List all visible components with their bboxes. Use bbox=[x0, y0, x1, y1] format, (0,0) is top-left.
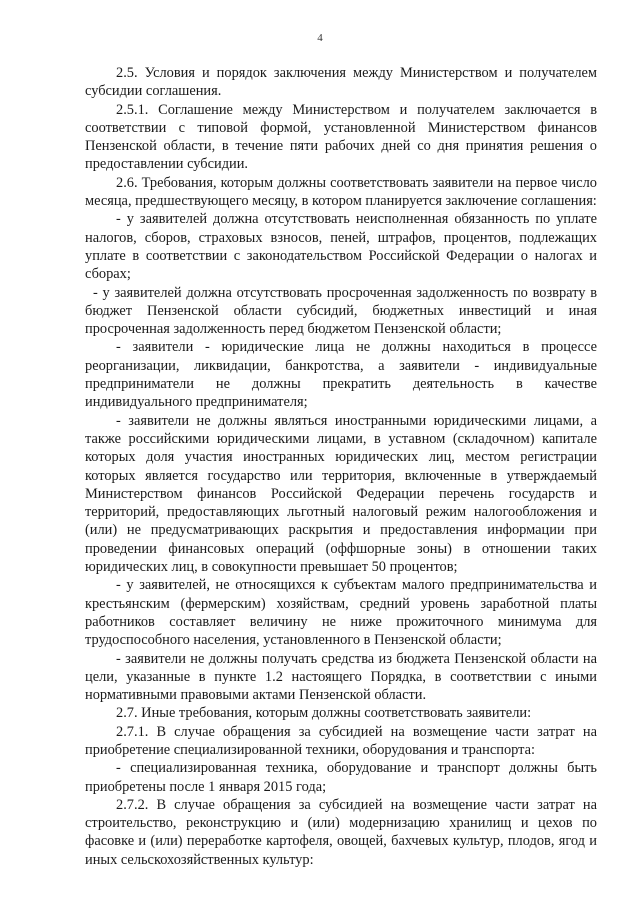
requirement-item-debt: - у заявителей должна отсутствовать просроченная задолженность по возврату в бюджет Пензенской области субсидий, бюджетных инвестиций и иная просроченная задолженность перед бюджетом Пензенской области; bbox=[85, 284, 597, 338]
requirement-item-wages: - у заявителей, не относящихся к субъектам малого предпринимательства и крестьянским (фермерским) хозяйствам, средний уровень заработной платы работников составляет величину не ниже прожиточного минимума для трудоспособного населения, установленного в Пензенской области; bbox=[85, 577, 597, 649]
page-number: 4 bbox=[317, 32, 323, 44]
requirement-item-reorganization: - заявители - юридические лица не должны находиться в процессе реорганизации, ликвидации, банкротства, а заявители - индивидуальные предприниматели не должны прекратить деятельность в качестве индивидуального предпринимателя; bbox=[85, 339, 597, 411]
requirement-item-foreign-entities: - заявители не должны являться иностранными юридическими лицами, а также российскими юридическими лицами, в уставном (складочном) капитале которых доля участия иностранных юридических лиц, местом регистрации которых является государство или территория, включенные в утверждаемый Министерством финансов Российской Федерации перечень государств и территорий, предоставляющих льготный налоговый режим налогообложения и (или) не предусматривающих раскрытия и предоставления информации при проведении финансовых операций (оффшорные зоны) в отношении таких юридических лиц, в совокупности превышает 50 процентов; bbox=[85, 412, 597, 576]
requirement-item-no-other-funds: - заявители не должны получать средства из бюджета Пензенской области на цели, указанные в пункте 1.2 настоящего Порядка, в соответствии с иными нормативными правовыми актами Пензенской области. bbox=[85, 650, 597, 704]
document-body bbox=[85, 64, 597, 869]
paragraph-2-7: 2.7. Иные требования, которым должны соответствовать заявители: bbox=[116, 705, 532, 722]
paragraph-2-6: 2.6. Требования, которым должны соответствовать заявители на первое число месяца, предшествующего месяцу, в котором планируется заключение соглашения: bbox=[85, 174, 597, 210]
requirement-item-equipment-date: - специализированная техника, оборудование и транспорт должны быть приобретены после 1 января 2015 года; bbox=[85, 760, 597, 795]
paragraph-2-7-1: 2.7.1. В случае обращения за субсидией на возмещение части затрат на приобретение специализированной техники, оборудования и транспорта: bbox=[85, 723, 597, 758]
paragraph-2-7-2: 2.7.2. В случае обращения за субсидией на возмещение части затрат на строительство, реконструкцию и (или) модернизацию хранилищ и цехов по фасовке и (или) переработке картофеля, овощей, бахчевых культур, плодов, ягод и иных сельскохозяйственных культур: bbox=[85, 796, 597, 868]
paragraph-2-5-1: 2.5.1. Соглашение между Министерством и получателем заключается в соответствии с типовой формой, установленной Министерством финансов Пензенской области, в течение пяти рабочих дней со дня принятия решения о предоставлении субсидии. bbox=[85, 101, 597, 173]
requirement-item-taxes: - у заявителей должна отсутствовать неисполненная обязанность по уплате налогов, сборов, страховых взносов, пеней, штрафов, процентов, подлежащих уплате в соответствии с законодательством Российской Федерации о налогах и сборах; bbox=[85, 211, 597, 283]
paragraph-2-5: 2.5. Условия и порядок заключения между Министерством и получателем субсидии соглашения. bbox=[85, 65, 597, 100]
